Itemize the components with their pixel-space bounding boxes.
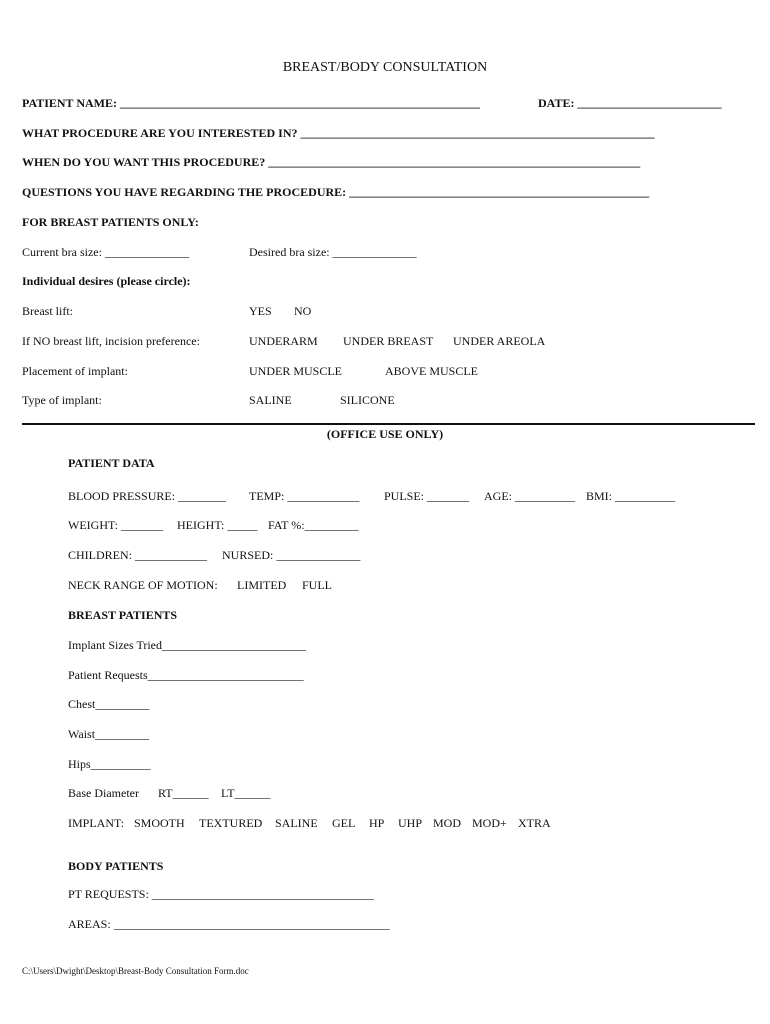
implant-option-saline[interactable]: SALINE <box>275 816 318 830</box>
incision-underarm-option[interactable]: UNDERARM <box>249 334 318 348</box>
implant-option-xtra[interactable]: XTRA <box>518 816 551 830</box>
children-field[interactable]: CHILDREN: ____________ <box>68 548 207 562</box>
patient-name-field[interactable]: PATIENT NAME: ____________________________________________________________ <box>22 96 481 110</box>
pt-requests-field[interactable]: PT REQUESTS: _____________________________________ <box>68 887 374 901</box>
individual-desires-heading: Individual desires (please circle): <box>22 274 191 288</box>
chest-field[interactable]: Chest_________ <box>68 697 150 711</box>
age-field[interactable]: AGE: __________ <box>484 489 575 503</box>
incision-under-areola-option[interactable]: UNDER AREOLA <box>453 334 546 348</box>
breast-lift-yes-option[interactable]: YES <box>249 304 272 318</box>
breast-patients-heading: BREAST PATIENTS <box>68 608 178 622</box>
implant-option-mod-plus[interactable]: MOD+ <box>472 816 507 830</box>
breast-patients-only-heading: FOR BREAST PATIENTS ONLY: <box>22 215 199 229</box>
height-field[interactable]: HEIGHT: _____ <box>177 518 258 532</box>
pulse-field[interactable]: PULSE: _______ <box>384 489 470 503</box>
hips-field[interactable]: Hips__________ <box>68 757 151 771</box>
implant-type-silicone-option[interactable]: SILICONE <box>340 393 395 407</box>
footer-file-path: C:\Users\Dwight\Desktop\Breast-Body Consultation Form.doc <box>22 966 249 976</box>
fat-percent-field[interactable]: FAT %:_________ <box>268 518 359 532</box>
implant-option-smooth[interactable]: SMOOTH <box>134 816 185 830</box>
blood-pressure-field[interactable]: BLOOD PRESSURE: ________ <box>68 489 227 503</box>
implant-option-textured[interactable]: TEXTURED <box>199 816 263 830</box>
section-divider <box>22 423 755 425</box>
current-bra-size-field[interactable]: Current bra size: ______________ <box>22 245 189 259</box>
desired-bra-size-field[interactable]: Desired bra size: ______________ <box>249 245 417 259</box>
bmi-field[interactable]: BMI: __________ <box>586 489 676 503</box>
placement-above-muscle-option[interactable]: ABOVE MUSCLE <box>385 364 479 378</box>
implant-placement-label: Placement of implant: <box>22 364 128 378</box>
base-diameter-rt-field[interactable]: RT______ <box>158 786 209 800</box>
neck-full-option[interactable]: FULL <box>302 578 332 592</box>
areas-field[interactable]: AREAS: ______________________________________________ <box>68 917 390 931</box>
implant-option-uhp[interactable]: UHP <box>398 816 423 830</box>
implant-sizes-tried-field[interactable]: Implant Sizes Tried________________________ <box>68 638 307 652</box>
implant-option-mod[interactable]: MOD <box>433 816 462 830</box>
placement-under-muscle-option[interactable]: UNDER MUSCLE <box>249 364 343 378</box>
implant-type-label: Type of implant: <box>22 393 102 407</box>
incision-under-breast-option[interactable]: UNDER BREAST <box>343 334 434 348</box>
procedure-questions-field[interactable]: QUESTIONS YOU HAVE REGARDING THE PROCEDURE: __________________________________________________ <box>22 185 650 199</box>
form-title: BREAST/BODY CONSULTATION <box>282 60 488 75</box>
waist-field[interactable]: Waist_________ <box>68 727 150 741</box>
base-diameter-lt-field[interactable]: LT______ <box>221 786 271 800</box>
procedure-timing-field[interactable]: WHEN DO YOU WANT THIS PROCEDURE? ______________________________________________________________ <box>22 155 641 169</box>
incision-preference-label: If NO breast lift, incision preference: <box>22 334 200 348</box>
body-patients-heading: BODY PATIENTS <box>68 859 164 873</box>
date-field[interactable]: DATE: ________________________ <box>538 96 722 110</box>
implant-options-label: IMPLANT: <box>68 816 125 830</box>
temp-field[interactable]: TEMP: ____________ <box>249 489 360 503</box>
procedure-interest-field[interactable]: WHAT PROCEDURE ARE YOU INTERESTED IN? ___________________________________________________________ <box>22 126 655 140</box>
breast-lift-no-option[interactable]: NO <box>294 304 312 318</box>
weight-field[interactable]: WEIGHT: _______ <box>68 518 164 532</box>
implant-type-saline-option[interactable]: SALINE <box>249 393 292 407</box>
breast-lift-label: Breast lift: <box>22 304 73 318</box>
patient-requests-field[interactable]: Patient Requests__________________________ <box>68 668 304 682</box>
neck-limited-option[interactable]: LIMITED <box>237 578 287 592</box>
implant-option-hp[interactable]: HP <box>369 816 385 830</box>
nursed-field[interactable]: NURSED: ______________ <box>222 548 361 562</box>
implant-option-gel[interactable]: GEL <box>332 816 356 830</box>
patient-data-heading: PATIENT DATA <box>68 456 155 470</box>
base-diameter-label: Base Diameter <box>68 786 139 800</box>
neck-range-label: NECK RANGE OF MOTION: <box>68 578 218 592</box>
office-use-only-heading: (OFFICE USE ONLY) <box>326 427 444 441</box>
